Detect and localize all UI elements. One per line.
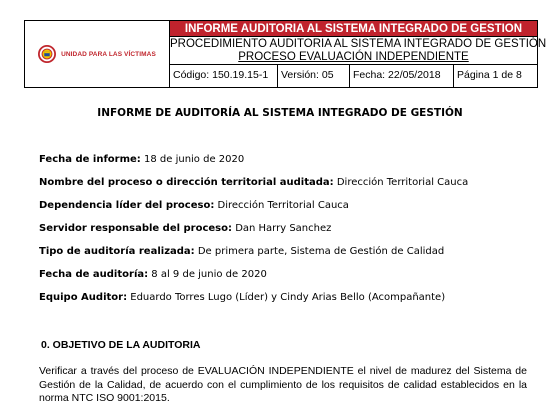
- document-code: Código: 150.19.15-1: [170, 65, 278, 87]
- section-heading-objective: 0. OBJETIVO DE LA AUDITORIA: [41, 339, 201, 351]
- field-lead-dependency: [39, 200, 349, 211]
- field-value: Dirección Territorial Cauca: [333, 177, 469, 188]
- field-label: Dependencia líder del proceso:: [39, 200, 215, 211]
- field-label: Nombre del proceso o dirección territorial auditada:: [39, 177, 334, 188]
- field-value: 8 al 9 de junio de 2020: [148, 269, 267, 280]
- field-value: Dan Harry Sanchez: [232, 223, 332, 234]
- field-process-name: [39, 177, 468, 188]
- field-label: Fecha de auditoría:: [39, 269, 149, 280]
- field-value: De primera parte, Sistema de Gestión de Calidad: [194, 246, 445, 257]
- coat-of-arms-icon: [38, 45, 56, 63]
- logo-text: UNIDAD PARA LAS VÍCTIMAS: [61, 50, 156, 58]
- header-meta-row: [170, 65, 537, 87]
- field-value: 18 de junio de 2020: [140, 154, 245, 165]
- document-title: INFORME DE AUDITORÍA AL SISTEMA INTEGRADO DE GESTIÓN: [97, 107, 463, 119]
- field-audit-team: [39, 292, 445, 303]
- procedure-name: PROCEDIMIENTO AUDITORIA AL SISTEMA INTEGRADO DE GESTIÓN: [170, 38, 547, 50]
- field-audit-type: [39, 246, 444, 257]
- document-date: Fecha: 22/05/2018: [350, 65, 454, 87]
- field-label: Fecha de informe:: [39, 154, 141, 165]
- logo-cell: [25, 21, 170, 87]
- field-value: Eduardo Torres Lugo (Líder) y Cindy Arias Bello (Acompañante): [127, 292, 446, 303]
- page-number: Página 1 de 8: [457, 69, 522, 81]
- field-value: Dirección Territorial Cauca: [214, 200, 349, 211]
- process-name: PROCESO EVALUACIÓN INDEPENDIENTE: [238, 51, 469, 63]
- document-version: Versión: 05: [278, 65, 350, 87]
- field-audit-date: [39, 269, 267, 280]
- field-label: Tipo de auditoría realizada:: [39, 246, 195, 257]
- header-procedure-cell: [170, 37, 547, 65]
- document-header-table: [24, 20, 547, 88]
- field-responsible-official: [39, 223, 331, 234]
- field-label: Equipo Auditor:: [39, 292, 128, 303]
- header-main-title: INFORME AUDITORIA AL SISTEMA INTEGRADO DE GESTION: [170, 21, 537, 37]
- field-label: Servidor responsable del proceso:: [39, 223, 233, 234]
- objective-paragraph: Verificar a través del proceso de EVALUACIÓN INDEPENDIENTE el nivel de madurez del Sistema de Gestión de la Calidad, de acuerdo con el cumplimiento de los requisitos de calidad establecidos en la norma NTC ISO 9001:2015.: [39, 365, 527, 404]
- field-report-date: [39, 154, 244, 165]
